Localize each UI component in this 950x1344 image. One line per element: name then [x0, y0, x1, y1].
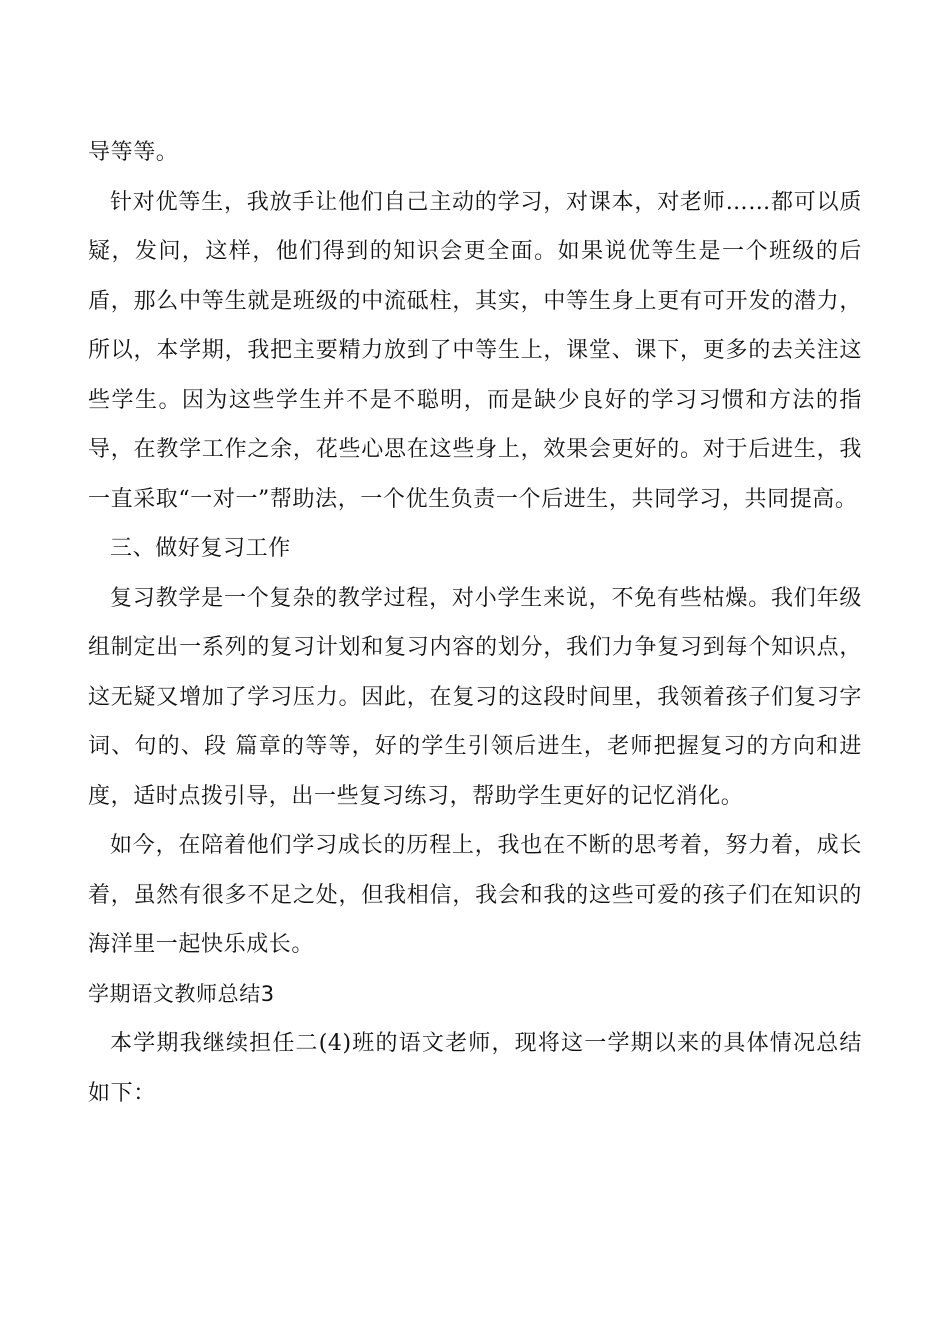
paragraph-top-students: 针对优等生，我放手让他们自己主动的学习，对课本，对老师……都可以质疑，发问，这样，他们得到的知识会更全面。如果说优等生是一个班级的后盾，那么中等生就是班级的中流砥柱，其实，中等生身上更有可开发的潜力，所以，本学期，我把主要精力放到了中等生上，课堂、课下，更多的去关注这些学生。因为这些学生并不是不聪明，而是缺少良好的学习习惯和方法的指导，在教学工作之余，花些心思在这些身上，效果会更好的。对于后进生，我一直采取“一对一”帮助法，一个优生负责一个后进生，共同学习，共同提高。: [88, 189, 862, 512]
paragraph-review-teaching: 复习教学是一个复杂的教学过程，对小学生来说，不免有些枯燥。我们年级组制定出一系列的复习计划和复习内容的划分，我们力争复习到每个知识点，这无疑又增加了学习压力。因此，在复习的这段时间里，我领着孩子们复习字词、句的、段 篇章的等等，好的学生引领后进生，老师把握复习的方向和进度，适时点拨引导，出一些复习练习，帮助学生更好的记忆消化。: [88, 585, 862, 809]
summary-title: 学期语文教师总结3: [88, 981, 275, 1006]
paragraph-summary-intro: 本学期我继续担任二(4)班的语文老师，现将这一学期以来的具体情况总结如下：: [88, 1031, 862, 1106]
paragraph-reflection: 如今，在陪着他们学习成长的历程上，我也在不断的思考着，努力着，成长着，虽然有很多不足之处，但我相信，我会和我的这些可爱的孩子们在知识的海洋里一起快乐成长。: [88, 833, 862, 957]
section-heading-review: 三、做好复习工作: [110, 536, 291, 561]
paragraph-continuation: 导等等。: [88, 140, 179, 165]
document-body: [88, 128, 862, 1118]
